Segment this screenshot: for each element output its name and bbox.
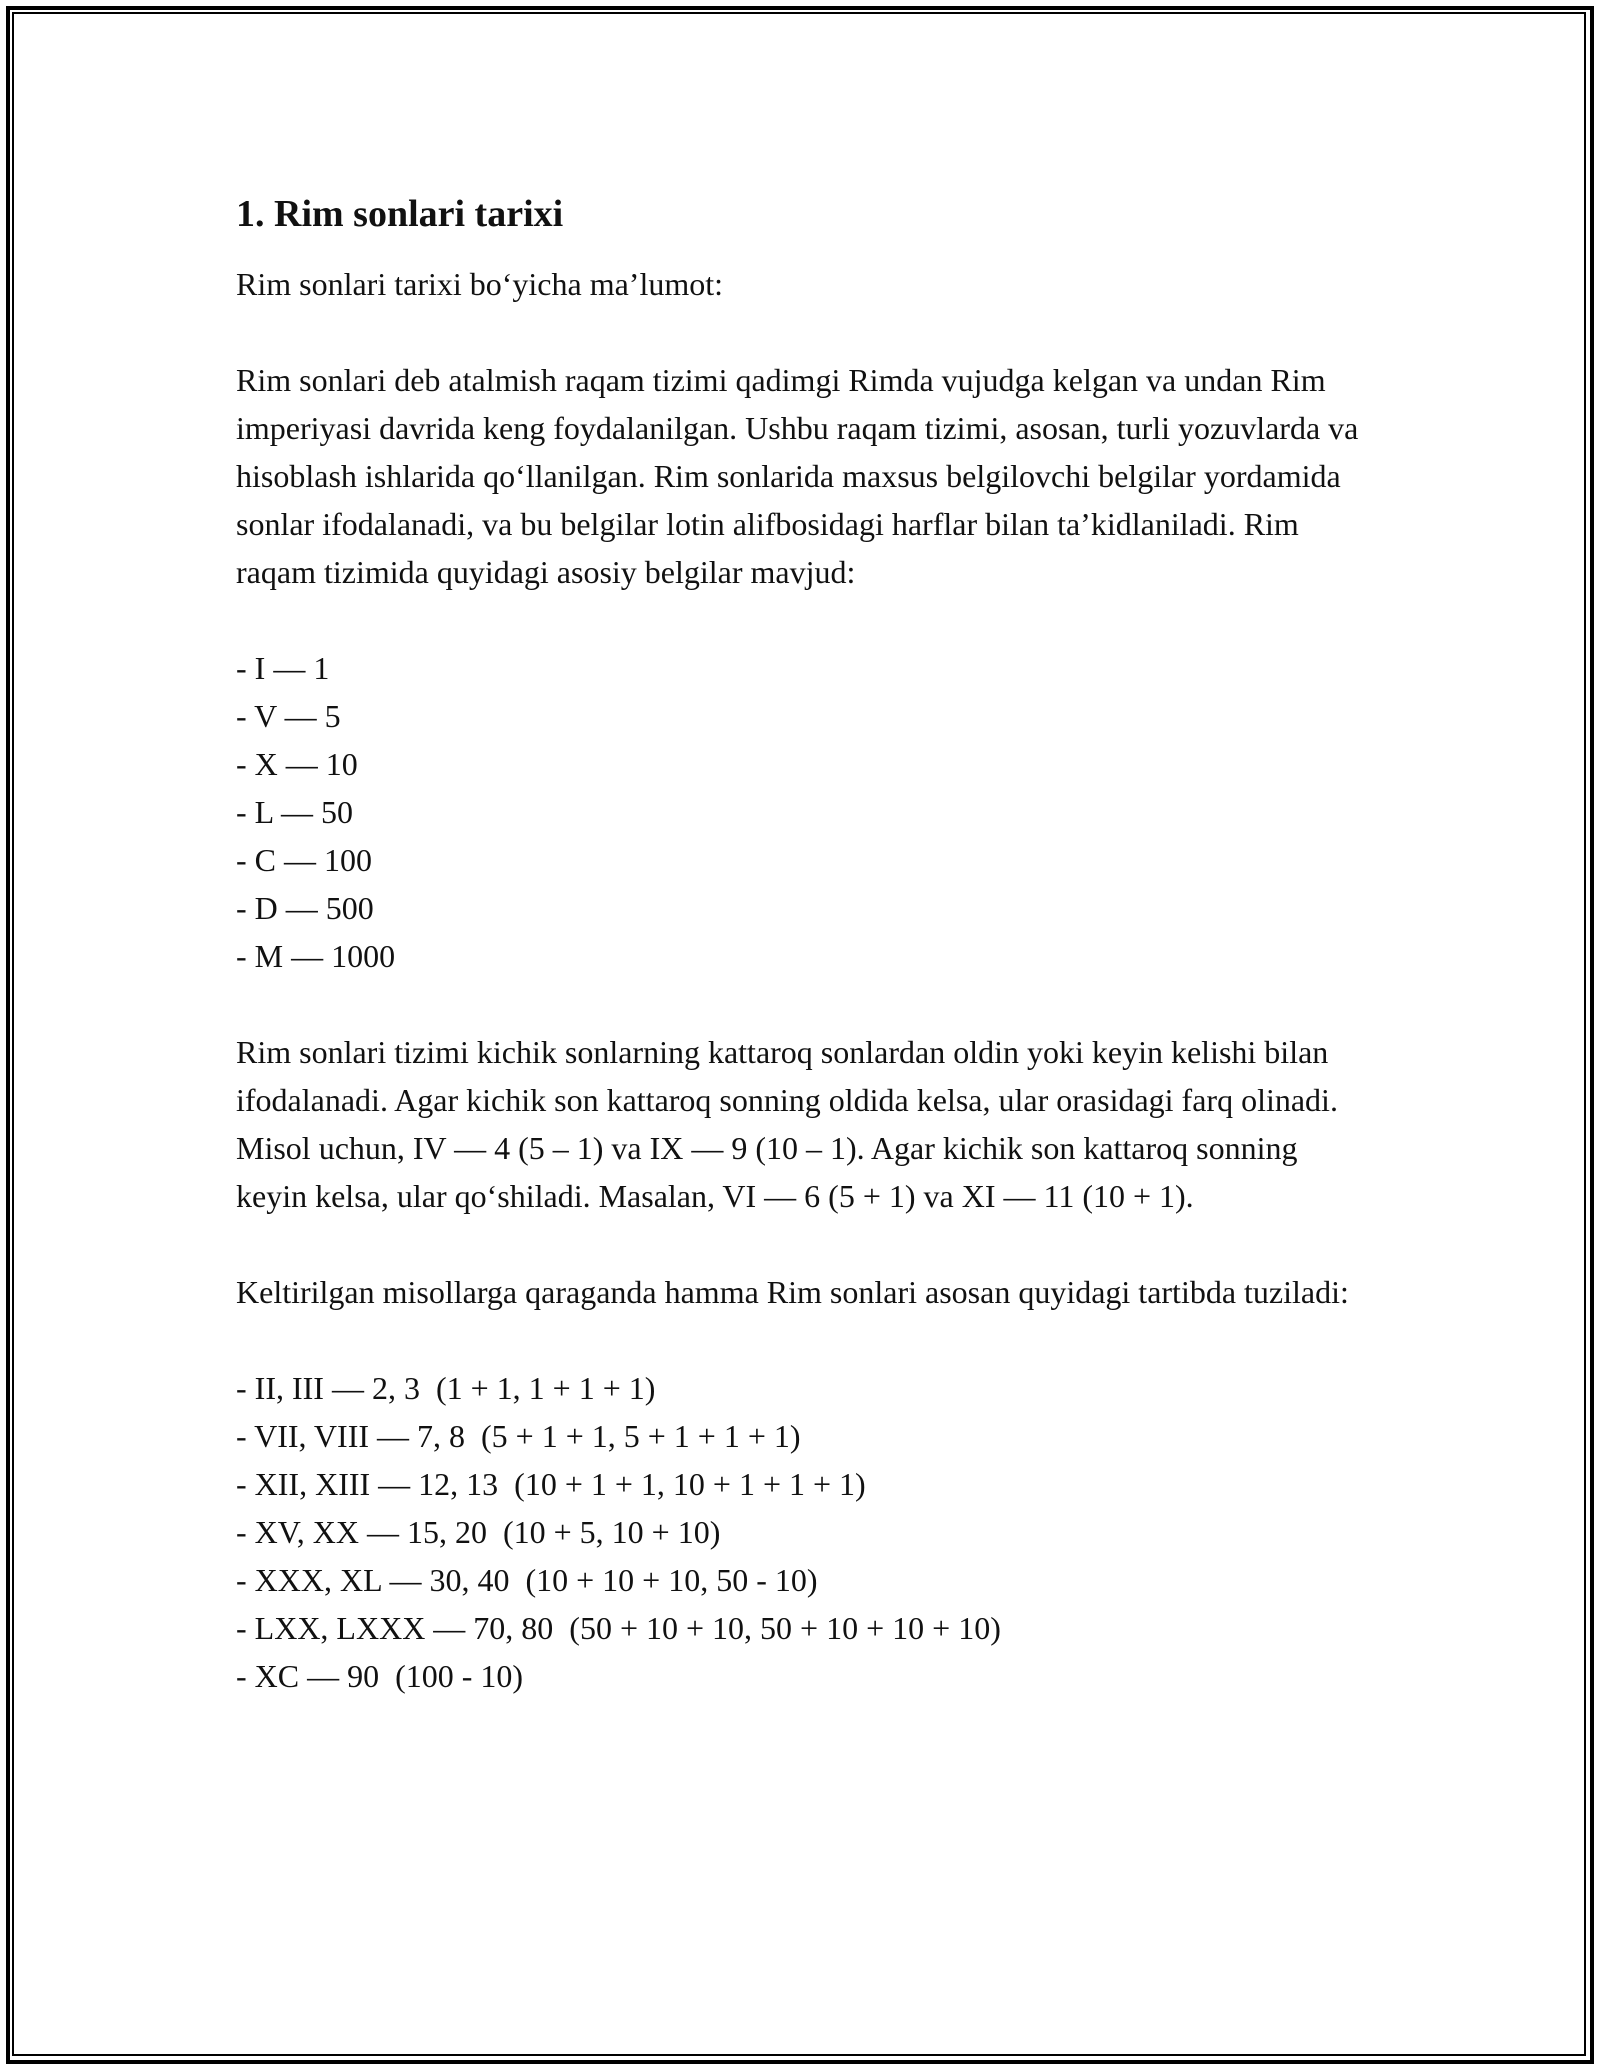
list-item: - XC — 90 (100 - 10) xyxy=(236,1658,524,1694)
list-item: - D — 500 xyxy=(236,890,374,926)
list-item: - M — 1000 xyxy=(236,938,396,974)
intro-line: Rim sonlari tarixi bo‘yicha ma’lumot: xyxy=(236,266,724,302)
list-item: - X — 10 xyxy=(236,746,358,782)
list-item: - XXX, XL — 30, 40 (10 + 10 + 10, 50 - 10) xyxy=(236,1562,818,1598)
list-item: - L — 50 xyxy=(236,794,354,830)
list-item: - VII, VIII — 7, 8 (5 + 1 + 1, 5 + 1 + 1 + 1) xyxy=(236,1418,801,1454)
list-item: - XV, XX — 15, 20 (10 + 5, 10 + 10) xyxy=(236,1514,721,1550)
document-body xyxy=(236,186,1376,1700)
section-heading: 1. Rim sonlari tarixi xyxy=(236,193,564,235)
list-item: - LXX, LXXX — 70, 80 (50 + 10 + 10, 50 + 10 + 10 + 10) xyxy=(236,1610,1001,1646)
list-item: - V — 5 xyxy=(236,698,341,734)
list-item: - C — 100 xyxy=(236,842,372,878)
paragraph-examples-intro: Keltirilgan misollarga qaraganda hamma Rim sonlari asosan quyidagi tartibda tuziladi: xyxy=(236,1274,1349,1310)
paragraph-rules: Rim sonlari tizimi kichik sonlarning kattaroq sonlardan oldin yoki keyin kelishi bilan ifodalanadi. Agar kichik son kattaroq sonning oldida kelsa, ular orasidagi farq olinadi. Misol uchun, IV — 4 (5 – 1) va IX — 9 (10 – 1). Agar kichik son kattaroq sonning keyin kelsa, ular qo‘shiladi. Masalan, VI — 6 (5 + 1) va XI — 11 (10 + 1). xyxy=(236,1034,1338,1214)
symbol-list xyxy=(236,644,1376,980)
paragraph-history: Rim sonlari deb atalmish raqam tizimi qadimgi Rimda vujudga kelgan va undan Rim imperiyasi davrida keng foydalanilgan. Ushbu raqam tizimi, asosan, turli yozuvlarda va hisoblash ishlarida qo‘llanilgan. Rim sonlarida maxsus belgilovchi belgilar yordamida sonlar ifodalanadi, va bu belgilar lotin alifbosidagi harflar bilan ta’kidlaniladi. Rim raqam tizimida quyidagi asosiy belgilar mavjud: xyxy=(236,362,1359,590)
list-item: - II, III — 2, 3 (1 + 1, 1 + 1 + 1) xyxy=(236,1370,656,1406)
list-item: - I — 1 xyxy=(236,650,330,686)
examples-list xyxy=(236,1364,1376,1700)
list-item: - XII, XIII — 12, 13 (10 + 1 + 1, 10 + 1 + 1 + 1) xyxy=(236,1466,866,1502)
